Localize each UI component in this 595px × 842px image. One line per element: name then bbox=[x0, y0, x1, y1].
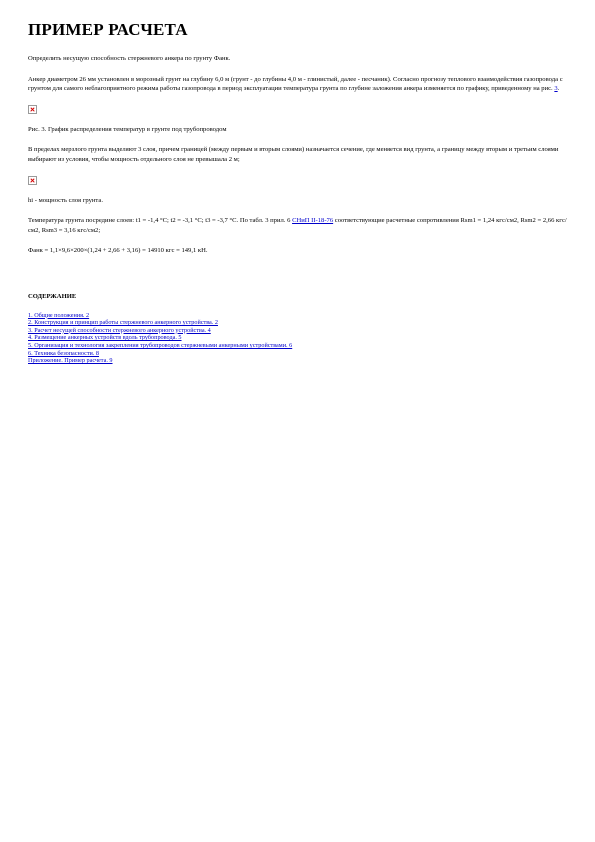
toc-link[interactable]: 5. Организация и технология закрепления трубопроводов стержневыми анкерными устройствами. 6 bbox=[28, 341, 293, 349]
intro-paragraph: Определить несущую способность стержневого анкера по грунту Фанк. bbox=[28, 55, 231, 62]
temperature-paragraph bbox=[28, 216, 570, 235]
toc-link[interactable]: 2. Конструкция и принцип работы стержневого анкерного устройства. 2 bbox=[28, 319, 218, 327]
table-of-contents bbox=[28, 312, 570, 365]
page-title: ПРИМЕР РАСЧЕТА bbox=[28, 20, 188, 39]
toc-item bbox=[28, 357, 570, 365]
temperature-text: Температура грунта посредине слоев: t1 = -1,4 °С; t2 = -3,1 °С; t3 = -3,7 °С. По табл. 3 прил. 6 bbox=[28, 217, 291, 225]
conditions-paragraph: Анкер диаметром 26 мм установлен в морозный грунт на глубину 6,0 м (грунт - до глубины 4,0 м - глинистый, далее - песчаник). Согласно прогнозу теплового взаимодействия газопровода с грунтом для самого неблагоприятного режима работы газопровода в период эксплуатации температура грунта по глубине заложения анкера изменяется по графику, приведенному на рис. 3. bbox=[28, 75, 563, 93]
figure-link[interactable]: 3 bbox=[554, 85, 558, 93]
toc-item bbox=[28, 342, 570, 350]
snip-link[interactable]: СНиП II-18-76 bbox=[292, 217, 334, 225]
layer-thickness-note: hi - мощность слоя грунта. bbox=[28, 196, 103, 204]
conditions-text: Анкер диаметром 26 мм установлен в морозный грунт на глубину 6,0 м (грунт - до глубины 4,0 м - глинистый, далее - песчаник). Согласно прогнозу теплового взаимодействия газопровода с грунтом для самого неблагоприятного режима работы газопровода в период эксплуатации температура грунта по глубине заложения анкера изменяется по графику, приведенному на рис. bbox=[28, 75, 563, 93]
toc-item bbox=[28, 334, 570, 342]
layers-paragraph: В пределах мерзлого грунта выделяют 3 слоя, причем границей (между первым и вторым слоями) назначается сечение, где меняется вид грунта, а границу между вторым и третьим слоями выбирают из условия, чтобы мощность отдельного слоя не превышала 2 м; bbox=[28, 146, 559, 163]
toc-link[interactable]: 3. Расчет несущей способности стержневого анкерного устройства. 4 bbox=[28, 326, 211, 334]
toc-item bbox=[28, 319, 570, 327]
toc-link[interactable]: Приложение. Пример расчета. 9 bbox=[28, 357, 113, 365]
toc-item bbox=[28, 312, 570, 320]
toc-item bbox=[28, 350, 570, 358]
toc-link[interactable]: 6. Техника безопасности. 8 bbox=[28, 349, 100, 357]
result-formula: Фанк = 1,1×9,6×200×(1,24 + 2,66 + 3,16) = 14910 кгс = 149,1 кН. bbox=[28, 247, 208, 255]
broken-image-icon bbox=[28, 105, 37, 114]
toc-link[interactable]: 1. Общие положения. 2 bbox=[28, 311, 90, 319]
toc-title: СОДЕРЖАНИЕ bbox=[28, 292, 77, 300]
toc-item bbox=[28, 327, 570, 335]
toc-link[interactable]: 4. Размещение анкерных устройств вдоль трубопровода. 5 bbox=[28, 334, 182, 342]
figure-caption: Рис. 3. График распределения температур в грунте под трубопроводом bbox=[28, 125, 227, 133]
broken-image-icon bbox=[28, 176, 37, 185]
resistance-text: соответствующие расчетные сопротивления Rsm1 = 1,24 кгс/см2, Rsm2 = 2,66 кгс/см2, Rsm3 = 3,16 кгс/см2; bbox=[28, 217, 567, 234]
